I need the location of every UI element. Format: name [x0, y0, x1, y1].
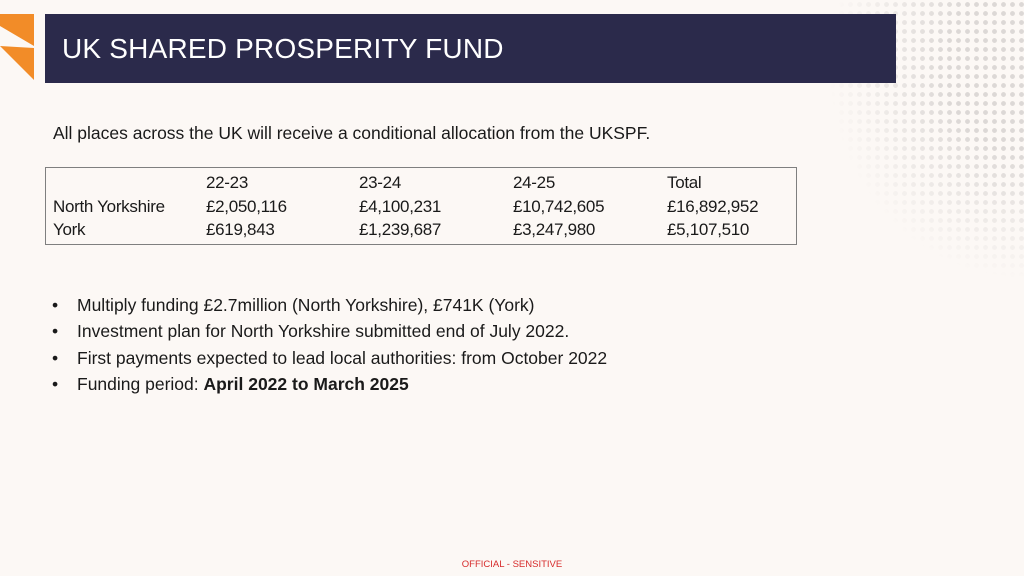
bullet-list: [52, 294, 607, 399]
bullet-item: [52, 320, 607, 346]
title-bar: [45, 14, 896, 83]
bullet-icon: •: [52, 373, 59, 394]
table-header-cell: 22-23: [206, 173, 248, 192]
bullet-icon: •: [52, 321, 59, 342]
table-header-cell: 24-25: [513, 173, 555, 192]
table-cell: £2,050,116: [206, 197, 287, 216]
table-cell: £10,742,605: [513, 197, 605, 216]
intro-text: All places across the UK will receive a conditional allocation from the UKSPF.: [53, 123, 651, 143]
table-row-label: York: [53, 220, 86, 239]
bullet-icon: •: [52, 347, 59, 368]
table-cell: £16,892,952: [667, 197, 759, 216]
bullet-item: [52, 347, 607, 373]
table-header-cell: Total: [667, 173, 702, 192]
table-header-cell: 23-24: [359, 173, 401, 192]
table-cell: £3,247,980: [513, 220, 596, 239]
bullet-text: Multiply funding £2.7million (North Yorkshire), £741K (York): [77, 295, 535, 315]
bullet-text: Funding period:: [77, 373, 204, 394]
page-title: UK SHARED PROSPERITY FUND: [62, 33, 504, 64]
orange-accent-logo: [0, 14, 34, 80]
table-cell: £4,100,231: [359, 197, 442, 216]
bullet-bold-text: April 2022 to March 2025: [203, 373, 409, 394]
bullet-item: [52, 294, 607, 320]
bullet-text: First payments expected to lead local authorities: from October 2022: [77, 347, 608, 368]
bullet-text: Investment plan for North Yorkshire submitted end of July 2022.: [77, 321, 570, 342]
bullet-item: [52, 373, 607, 399]
table-cell: £619,843: [206, 220, 275, 239]
table-cell: £1,239,687: [359, 220, 442, 239]
bullet-icon: •: [52, 295, 59, 315]
table-row-label: North Yorkshire: [53, 197, 165, 216]
classification-footer: OFFICIAL - SENSITIVE: [461, 559, 563, 570]
table-cell: £5,107,510: [667, 220, 750, 239]
allocation-table: [45, 167, 797, 245]
